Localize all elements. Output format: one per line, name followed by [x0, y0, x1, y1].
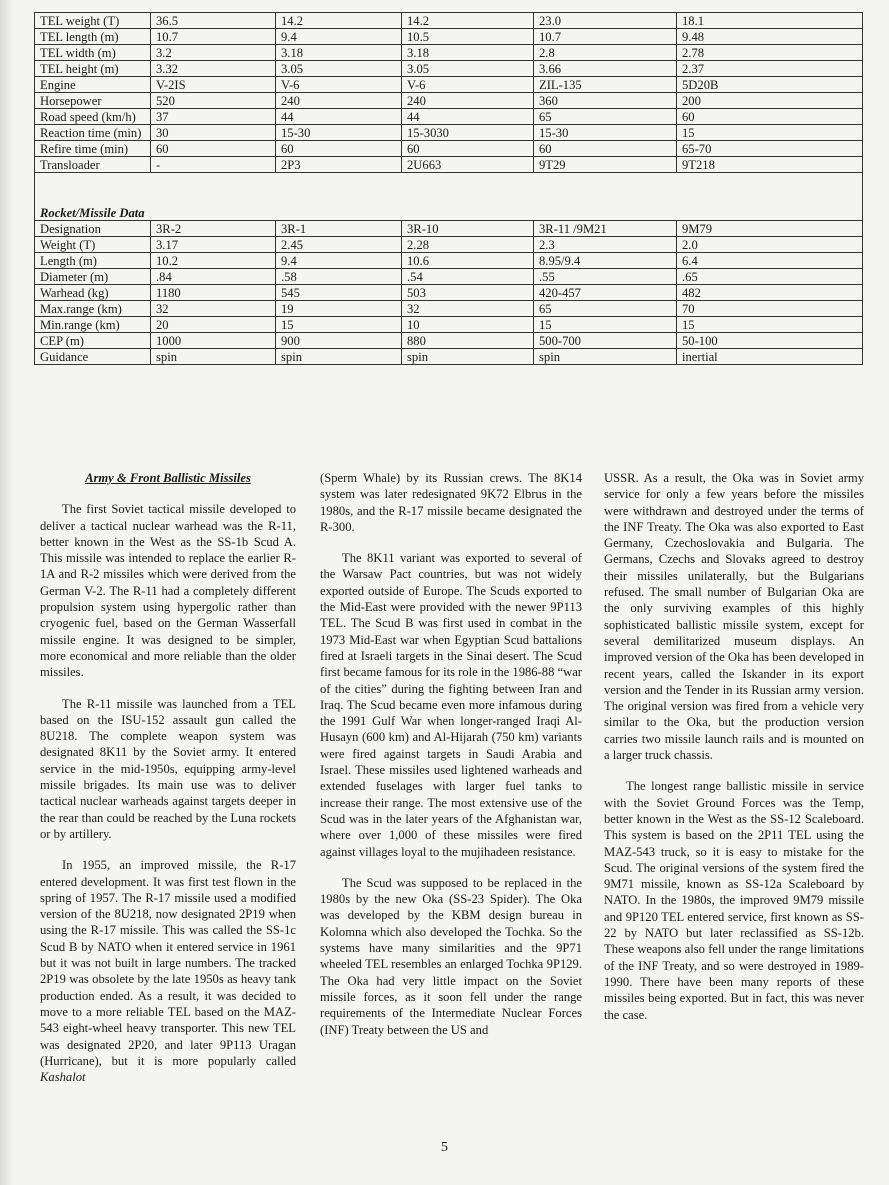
table-cell: 3R-2 [151, 221, 276, 237]
table-cell: 20 [151, 317, 276, 333]
text-column-1 [40, 470, 296, 1100]
table-cell: 9.4 [276, 29, 402, 45]
table-cell: 3.32 [151, 61, 276, 77]
table-cell: V-6 [402, 77, 534, 93]
table-cell: 482 [677, 285, 863, 301]
table-cell: V-2IS [151, 77, 276, 93]
table-cell: 900 [276, 333, 402, 349]
table-cell: 70 [677, 301, 863, 317]
table-cell: 18.1 [677, 13, 863, 29]
table-cell: 10 [402, 317, 534, 333]
table-cell: 15-3030 [402, 125, 534, 141]
table-cell: 60 [402, 141, 534, 157]
table-cell: 2.37 [677, 61, 863, 77]
table-row [35, 29, 863, 45]
table-row [35, 221, 863, 237]
table-cell: 10.6 [402, 253, 534, 269]
table-row [35, 285, 863, 301]
row-label: Max.range (km) [35, 301, 151, 317]
table-row [35, 269, 863, 285]
table-cell: 2P3 [276, 157, 402, 173]
table-cell: 15-30 [534, 125, 677, 141]
table-cell: 60 [276, 141, 402, 157]
table-cell: 9T218 [677, 157, 863, 173]
table-cell: 14.2 [276, 13, 402, 29]
table-cell: 2.78 [677, 45, 863, 61]
table-cell: 15 [677, 317, 863, 333]
table-cell: 36.5 [151, 13, 276, 29]
row-label: TEL weight (T) [35, 13, 151, 29]
table-cell: 2.0 [677, 237, 863, 253]
row-label: Diameter (m) [35, 269, 151, 285]
table-cell: 3.18 [276, 45, 402, 61]
row-label: CEP (m) [35, 333, 151, 349]
table-cell: 9.4 [276, 253, 402, 269]
table-cell: 240 [276, 93, 402, 109]
table-cell: inertial [677, 349, 863, 365]
row-label: Length (m) [35, 253, 151, 269]
table-cell: V-6 [276, 77, 402, 93]
table-cell: spin [276, 349, 402, 365]
table-cell: 5D20B [677, 77, 863, 93]
table-cell: 9.48 [677, 29, 863, 45]
row-label: Weight (T) [35, 237, 151, 253]
table-cell: 520 [151, 93, 276, 109]
table-cell: 15 [677, 125, 863, 141]
table-row [35, 157, 863, 173]
text-column-3 [604, 470, 864, 1038]
table-cell: 1180 [151, 285, 276, 301]
table-row [35, 61, 863, 77]
row-label: Road speed (km/h) [35, 109, 151, 125]
table-cell: 2.3 [534, 237, 677, 253]
table-cell: .54 [402, 269, 534, 285]
table-row [35, 77, 863, 93]
table-cell: 3R-11 /9M21 [534, 221, 677, 237]
table-cell: 10.2 [151, 253, 276, 269]
table-cell: ZIL-135 [534, 77, 677, 93]
table-cell: 19 [276, 301, 402, 317]
table-cell: 503 [402, 285, 534, 301]
table-cell: 3.2 [151, 45, 276, 61]
table-cell: 3.66 [534, 61, 677, 77]
specifications-table [34, 12, 863, 365]
row-label: TEL length (m) [35, 29, 151, 45]
table-cell: 2.8 [534, 45, 677, 61]
table-row [35, 333, 863, 349]
table-cell: 200 [677, 93, 863, 109]
table-cell: 15 [534, 317, 677, 333]
section-title: Rocket/Missile Data [35, 204, 863, 221]
table-cell: 880 [402, 333, 534, 349]
table-cell: 37 [151, 109, 276, 125]
row-label: Warhead (kg) [35, 285, 151, 301]
table-cell: 10.7 [534, 29, 677, 45]
row-label: Guidance [35, 349, 151, 365]
page-number: 5 [441, 1140, 448, 1155]
table-cell: 60 [534, 141, 677, 157]
paragraph: The Scud was supposed to be replaced in the 1980s by the new Oka (SS-23 Spider). The Oka was developed by the KBM design bureau in Kolomna which also developed the Tochka. So the systems have many similarities and the 9P71 wheeled TEL resembles an enlarged Tochka 9P129. The Oka had very little impact on the Soviet missile forces, as it soon fell under the range requirements of the Intermediate Nuclear Forces (INF) Treaty between the US and [320, 875, 582, 1037]
table-row [35, 141, 863, 157]
row-label: Refire time (min) [35, 141, 151, 157]
page-edge-shadow [0, 0, 14, 1185]
paragraph: (Sperm Whale) by its Russian crews. The 8K14 system was later redesignated 9K72 Elbrus in the 1980s, and the R-17 missile became designated the R-300. [320, 471, 582, 534]
table-cell: 30 [151, 125, 276, 141]
table-cell: 60 [677, 109, 863, 125]
table-cell: 60 [151, 141, 276, 157]
text-column-2 [320, 470, 582, 1053]
table-cell: 545 [276, 285, 402, 301]
table-cell: 10.7 [151, 29, 276, 45]
table-cell: 3.18 [402, 45, 534, 61]
section-break [35, 173, 863, 221]
row-label: Horsepower [35, 93, 151, 109]
table-cell: 65-70 [677, 141, 863, 157]
table-row [35, 125, 863, 141]
row-label: Transloader [35, 157, 151, 173]
table-row [35, 253, 863, 269]
table-cell: 3.05 [402, 61, 534, 77]
paragraph-text: In 1955, an improved missile, the R-17 entered development. It was first test flown in the spring of 1957. The R-17 missile used a modified version of the 8U218, now designated 2P19 when using the R-17 missile. This was called the SS-1c Scud B by NATO when it entered service in 1961 but it was not built in large numbers. The tracked 2P19 was obsolete by the late 1950s as heavy tank production ended. As a result, it was decided to move to a more reliable TEL based on the MAZ-543 eight-wheel heavy transporter. This new TEL was designated 2P20, and later 9P113 Uragan (Hurricane), but it is more popularly called [40, 858, 296, 1068]
table-cell: spin [402, 349, 534, 365]
table-cell: 50-100 [677, 333, 863, 349]
paragraph [40, 857, 296, 1085]
table-cell: 15-30 [276, 125, 402, 141]
table-row [35, 109, 863, 125]
row-label: TEL height (m) [35, 61, 151, 77]
table-cell: 9T29 [534, 157, 677, 173]
table-cell: 2.45 [276, 237, 402, 253]
table-row [35, 237, 863, 253]
table-cell: .65 [677, 269, 863, 285]
table-cell: .84 [151, 269, 276, 285]
table-row [35, 301, 863, 317]
table-cell: .55 [534, 269, 677, 285]
table-cell: 23.0 [534, 13, 677, 29]
row-label: Reaction time (min) [35, 125, 151, 141]
tel-data-rows [35, 13, 863, 173]
table-cell: 3.05 [276, 61, 402, 77]
table-cell: 44 [276, 109, 402, 125]
table-cell: .58 [276, 269, 402, 285]
table-cell: 10.5 [402, 29, 534, 45]
italic-term: Kashalot [40, 1070, 86, 1085]
paragraph: USSR. As a result, the Oka was in Soviet army service for only a few years before the missiles were withdrawn and destroyed under the terms of the INF Treaty. The Oka was also exported to East Germany, Czechoslovakia and Bulgaria. The Germans, Czechs and Slovaks agreed to destroy their missiles unilaterally, but the Bulgarians refused. The small number of Bulgarian Oka are the only surviving examples of this highly sophisticated ballistic missile system, except for several demilitarized museum displays. An improved version of the Oka has been developed in recent years, called the Iskander in its export version and the Tender in its Russian army version. The original version was fired from a vehicle very similar to the Oka, but the production version carries two missile launch rails and is mounted on a larger truck chassis. [604, 471, 864, 763]
table-cell: - [151, 157, 276, 173]
table-cell: 360 [534, 93, 677, 109]
row-label: TEL width (m) [35, 45, 151, 61]
table-cell: 1000 [151, 333, 276, 349]
table-cell: 15 [276, 317, 402, 333]
table-cell: 500-700 [534, 333, 677, 349]
table-cell: 14.2 [402, 13, 534, 29]
table-cell: 3R-10 [402, 221, 534, 237]
missile-data-rows [35, 221, 863, 365]
row-label: Min.range (km) [35, 317, 151, 333]
table-cell: spin [151, 349, 276, 365]
table-cell: 44 [402, 109, 534, 125]
table-cell: 8.95/9.4 [534, 253, 677, 269]
table-cell: 9M79 [677, 221, 863, 237]
paragraph: The longest range ballistic missile in service with the Soviet Ground Forces was the Temp, better known in the West as the SS-12 Scaleboard. This system is based on the 2P11 TEL using the MAZ-543 truck, so it is easy to mistake for the Scud. The original versions of the system fired the 9M71 missile, known as SS-12a Scaleboard by NATO. In the 1980s, the improved 9M79 missile and 9P120 TEL entered service, first known as SS-22 by NATO but later reclassified as SS-12b. These weapons also fell under the range limitations of the INF Treaty, and so were destroyed in 1989-1990. There have been many reports of these missiles being exported. But in fact, this was never the case. [604, 779, 864, 1022]
article-heading: Army & Front Ballistic Missiles [85, 471, 251, 485]
table-cell: 3R-1 [276, 221, 402, 237]
table-cell: 2.28 [402, 237, 534, 253]
paragraph: The first Soviet tactical missile developed to deliver a tactical nuclear warhead was the R-11, better known in the West as the SS-1b Scud A. This missile was intended to replace the earlier R-1A and R-2 missiles which were derived from the German V-2. The R-11 had a completely different propulsion system using hypergolic rather than cryogenic fuel, based on the German Wasserfall missile engine. It was designed to be simpler, more economical and more reliable than the older missiles. [40, 502, 296, 680]
table-row [35, 317, 863, 333]
table-cell: 65 [534, 301, 677, 317]
row-label: Engine [35, 77, 151, 93]
table-row [35, 13, 863, 29]
table-row [35, 349, 863, 365]
paragraph: The R-11 missile was launched from a TEL based on the ISU-152 assault gun called the 8U218. The complete weapon system was designated 8K11 by the Soviet army. It entered service in the mid-1950s, equipping army-level missile brigades. Its main use was to deliver tactical nuclear warheads against targets deeper in the rear than could be reached by the Luna rockets or by artillery. [40, 696, 296, 841]
table-cell: 2U663 [402, 157, 534, 173]
table-cell: 32 [402, 301, 534, 317]
table-cell: 420-457 [534, 285, 677, 301]
table-row [35, 45, 863, 61]
paragraph: The 8K11 variant was exported to several of the Warsaw Pact countries, but was not widely exported outside of Europe. The Scuds exported to the Mid-East were provided with the newer 9P113 TEL. The Scud B was first used in combat in the 1973 Mid-East war when Egyptian Scud battalions fired at Israeli targets in the Sinai desert. The Scud first became famous for its role in the 1986-88 “war of the cities” during the fighting between Iran and Iraq. The Scud became even more infamous during the 1991 Gulf War when longer-ranged Iraqi Al-Husayn (600 km) and Al-Hijarah (750 km) variants were fired against targets in Saudi Arabia and Israel. These missiles used lightened warheads and extended fuselages with larger fuel tanks to increase their range. The most extensive use of the Scud was in the later years of the Afghanistan war, where over 1,000 of these missiles were fired against villages loyal to the mujihadeen resistance. [320, 551, 582, 859]
table-cell: 32 [151, 301, 276, 317]
table-cell: 65 [534, 109, 677, 125]
table-cell: 6.4 [677, 253, 863, 269]
table-cell: spin [534, 349, 677, 365]
row-label: Designation [35, 221, 151, 237]
article-body [40, 470, 864, 1160]
table-cell: 240 [402, 93, 534, 109]
table-cell: 3.17 [151, 237, 276, 253]
table-row [35, 93, 863, 109]
